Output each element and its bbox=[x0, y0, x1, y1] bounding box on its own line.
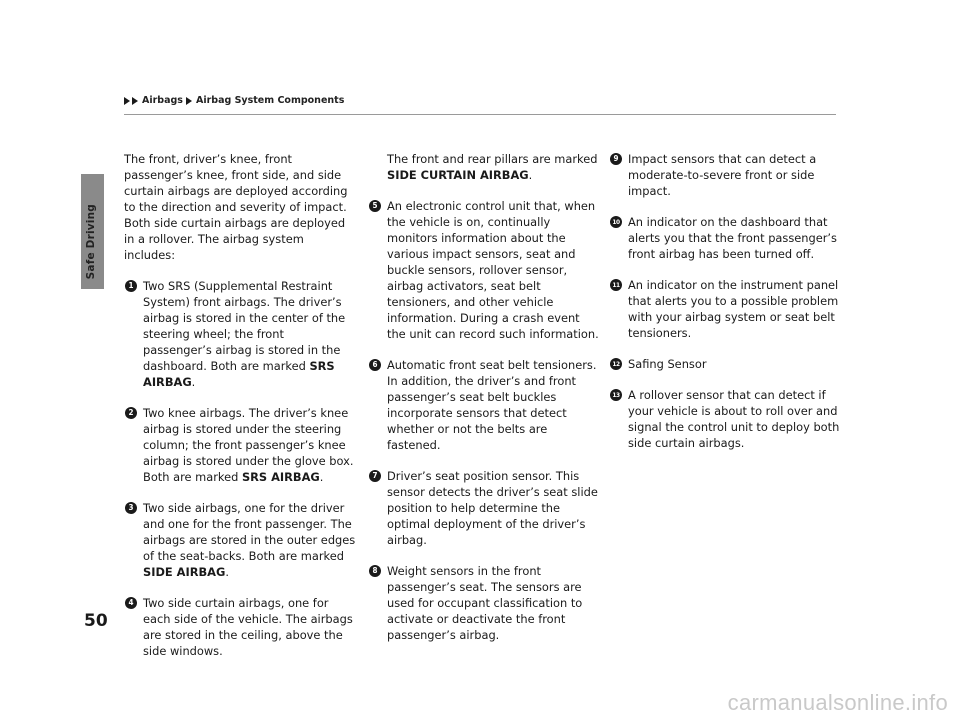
number-1-icon: 1 bbox=[125, 280, 137, 292]
number-6-icon: 6 bbox=[369, 359, 381, 371]
number-2-icon: 2 bbox=[125, 407, 137, 419]
list-item: 11 An indicator on the instrument panel that alerts you to a possible problem with your airbag system or seat belt tensioners. bbox=[609, 277, 841, 341]
number-10-icon: 10 bbox=[610, 216, 622, 228]
number-12-icon: 12 bbox=[610, 358, 622, 370]
list-item: 3 Two side airbags, one for the driver and one for the front passenger. The airbags are stored in the outer edges of the seat-backs. Both are marked SIDE AIRBAG. bbox=[124, 500, 356, 580]
list-item: 13 A rollover sensor that can detect if your vehicle is about to roll over and signal the control unit to deploy both side curtain airbags. bbox=[609, 387, 841, 451]
breadcrumb bbox=[124, 95, 344, 106]
intro-paragraph: The front, driver’s knee, front passenger’s knee, front side, and side curtain airbags are deployed according to the direction and severity of impact. Both side curtain airbags are deployed in a rollover. The airbag system includes: bbox=[124, 152, 348, 262]
list-item: 9 Impact sensors that can detect a moderate-to-severe front or side impact. bbox=[609, 151, 841, 199]
watermark: carmanualsonline.info bbox=[727, 690, 948, 715]
number-7-icon: 7 bbox=[369, 470, 381, 482]
number-9-icon: 9 bbox=[610, 153, 622, 165]
header-divider bbox=[124, 114, 836, 115]
breadcrumb-airbags[interactable]: Airbags bbox=[142, 95, 183, 106]
list-item: 8 Weight sensors in the front passenger’s seat. The sensors are used for occupant classification to activate or deactivate the front passenger’s airbag. bbox=[368, 563, 600, 643]
section-tab-label: Safe Driving bbox=[85, 204, 97, 280]
column-middle bbox=[368, 151, 600, 658]
column-right bbox=[609, 151, 841, 466]
list-item: 7 Driver’s seat position sensor. This sensor detects the driver’s seat slide position to help determine the optimal deployment of the driver’s airbag. bbox=[368, 468, 600, 548]
list-item: 10 An indicator on the dashboard that alerts you that the front passenger’s front airbag has been turned off. bbox=[609, 214, 841, 262]
number-13-icon: 13 bbox=[610, 389, 622, 401]
number-5-icon: 5 bbox=[369, 200, 381, 212]
page-number: 50 bbox=[84, 611, 108, 631]
list-item: 4 Two side curtain airbags, one for each side of the vehicle. The airbags are stored in the ceiling, above the side windows. bbox=[124, 595, 356, 659]
list-item: 5 An electronic control unit that, when the vehicle is on, continually monitors information about the various impact sensors, seat and buckle sensors, rollover sensor, airbag activators, seat belt tensioners, and other vehicle information. During a crash event the unit can record such information. bbox=[368, 198, 600, 342]
breadcrumb-arrows-icon bbox=[124, 97, 139, 105]
breadcrumb-components[interactable]: Airbag System Components bbox=[195, 95, 345, 106]
number-3-icon: 3 bbox=[125, 502, 137, 514]
number-8-icon: 8 bbox=[369, 565, 381, 577]
list-item: 6 Automatic front seat belt tensioners. In addition, the driver’s and front passenger’s seat belt buckles incorporate sensors that detect whether or not the belts are fastened. bbox=[368, 357, 600, 453]
list-item: 1 Two SRS (Supplemental Restraint System) front airbags. The driver’s airbag is stored in the center of the steering wheel; the front passenger’s airbag is stored in the dashboard. Both are marked SRS AIRBAG. bbox=[124, 278, 356, 390]
continued-paragraph: The front and rear pillars are marked SIDE CURTAIN AIRBAG. bbox=[387, 152, 598, 182]
number-11-icon: 11 bbox=[610, 279, 622, 291]
list-item: 12 Safing Sensor bbox=[609, 356, 841, 372]
column-left bbox=[124, 151, 356, 674]
list-item: 2 Two knee airbags. The driver’s knee airbag is stored under the steering column; the front passenger’s knee airbag is stored under the glove box. Both are marked SRS AIRBAG. bbox=[124, 405, 356, 485]
number-4-icon: 4 bbox=[125, 597, 137, 609]
breadcrumb-arrow-icon bbox=[186, 97, 192, 105]
